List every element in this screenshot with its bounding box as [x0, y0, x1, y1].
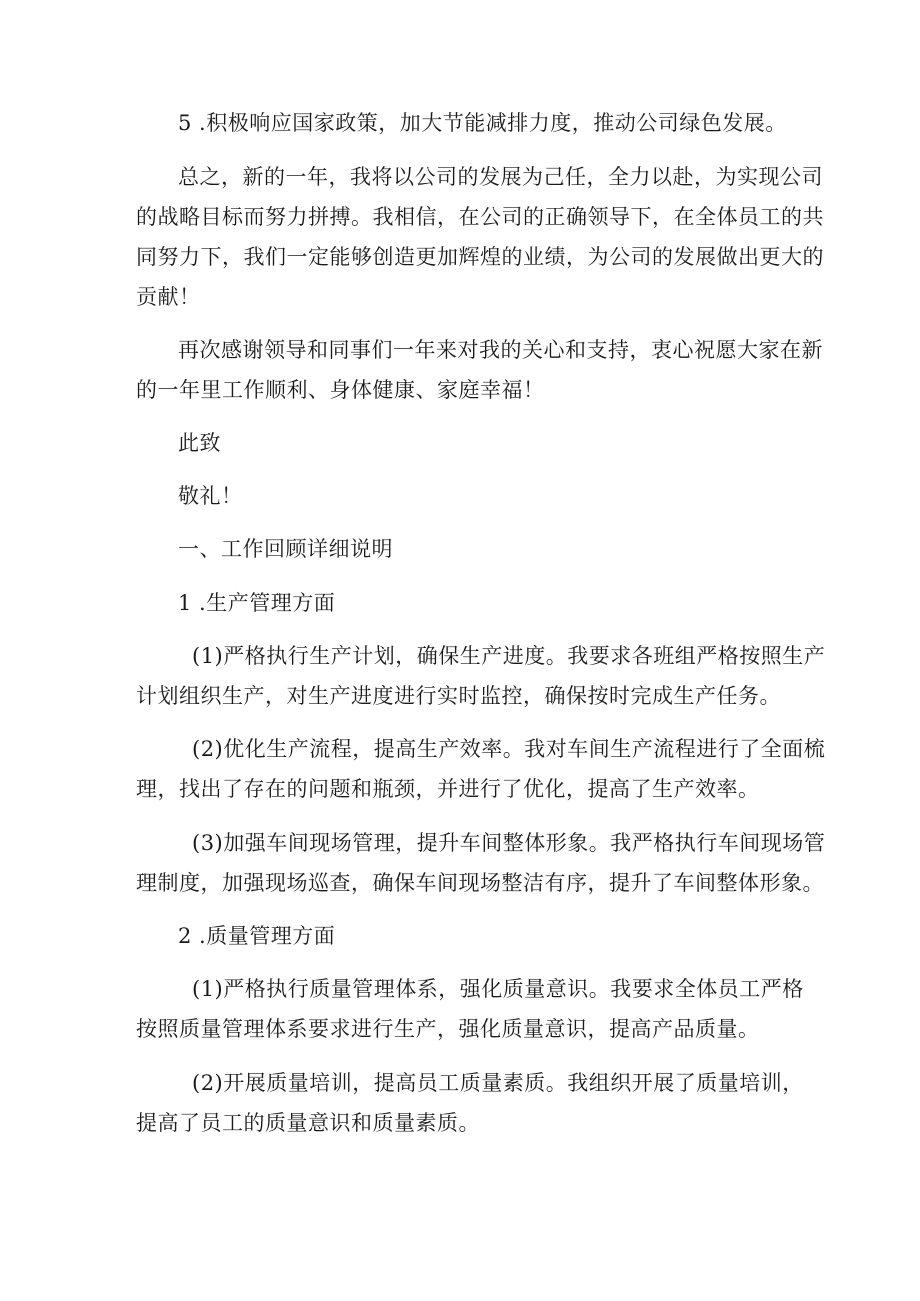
production-item-2-line-2: 理，找出了存在的问题和瓶颈，并进行了优化，提高了生产效率。: [136, 777, 760, 801]
subheading-quality-management: 2 .质量管理方面: [178, 924, 336, 948]
production-item-3-line-1: (3)加强车间现场管理，提升车间整体形象。我严格执行车间现场管: [192, 831, 826, 855]
production-item-3-line-2: 理制度，加强现场巡查，确保车间现场整洁有序，提升了车间整体形象。: [136, 871, 824, 895]
closing-jingli: 敬礼！: [178, 484, 243, 508]
conclusion-paragraph-line-2: 的战略目标而努力拼搏。我相信，在公司的正确领导下，在全体员工的共: [136, 205, 824, 229]
conclusion-paragraph-line-4: 贡献！: [136, 285, 201, 309]
production-item-2-line-1: (2)优化生产流程，提高生产效率。我对车间生产流程进行了全面梳: [192, 737, 826, 761]
section-heading-work-review: 一、工作回顾详细说明: [178, 537, 393, 561]
thanks-paragraph-line-2: 的一年里工作顺利、身体健康、家庭幸福！: [136, 378, 545, 402]
conclusion-paragraph-line-1: 总之，新的一年，我将以公司的发展为己任，全力以赴，为实现公司: [178, 165, 823, 189]
conclusion-paragraph-line-3: 同努力下，我们一定能够创造更加辉煌的业绩，为公司的发展做出更大的: [136, 245, 824, 269]
thanks-paragraph-line-1: 再次感谢领导和同事们一年来对我的关心和支持，衷心祝愿大家在新: [178, 338, 823, 362]
subheading-production-management: 1 .生产管理方面: [178, 591, 336, 615]
production-item-1-line-1: (1)严格执行生产计划，确保生产进度。我要求各班组严格按照生产: [192, 644, 826, 668]
production-item-1-line-2: 计划组织生产，对生产进度进行实时监控，确保按时完成生产任务。: [136, 684, 781, 708]
quality-item-1-line-2: 按照质量管理体系要求进行生产，强化质量意识，提高产品质量。: [136, 1017, 760, 1041]
closing-cizhi: 此致: [178, 431, 221, 455]
quality-item-1-line-1: (1)严格执行质量管理体系，强化质量意识。我要求全体员工严格: [192, 977, 804, 1001]
item-5-line: 5 .积极响应国家政策，加大节能减排力度，推动公司绿色发展。: [178, 111, 787, 135]
quality-item-2-line-1: (2)开展质量培训，提高员工质量素质。我组织开展了质量培训，: [192, 1071, 804, 1095]
quality-item-2-line-2: 提高了员工的质量意识和质量素质。: [136, 1111, 480, 1135]
